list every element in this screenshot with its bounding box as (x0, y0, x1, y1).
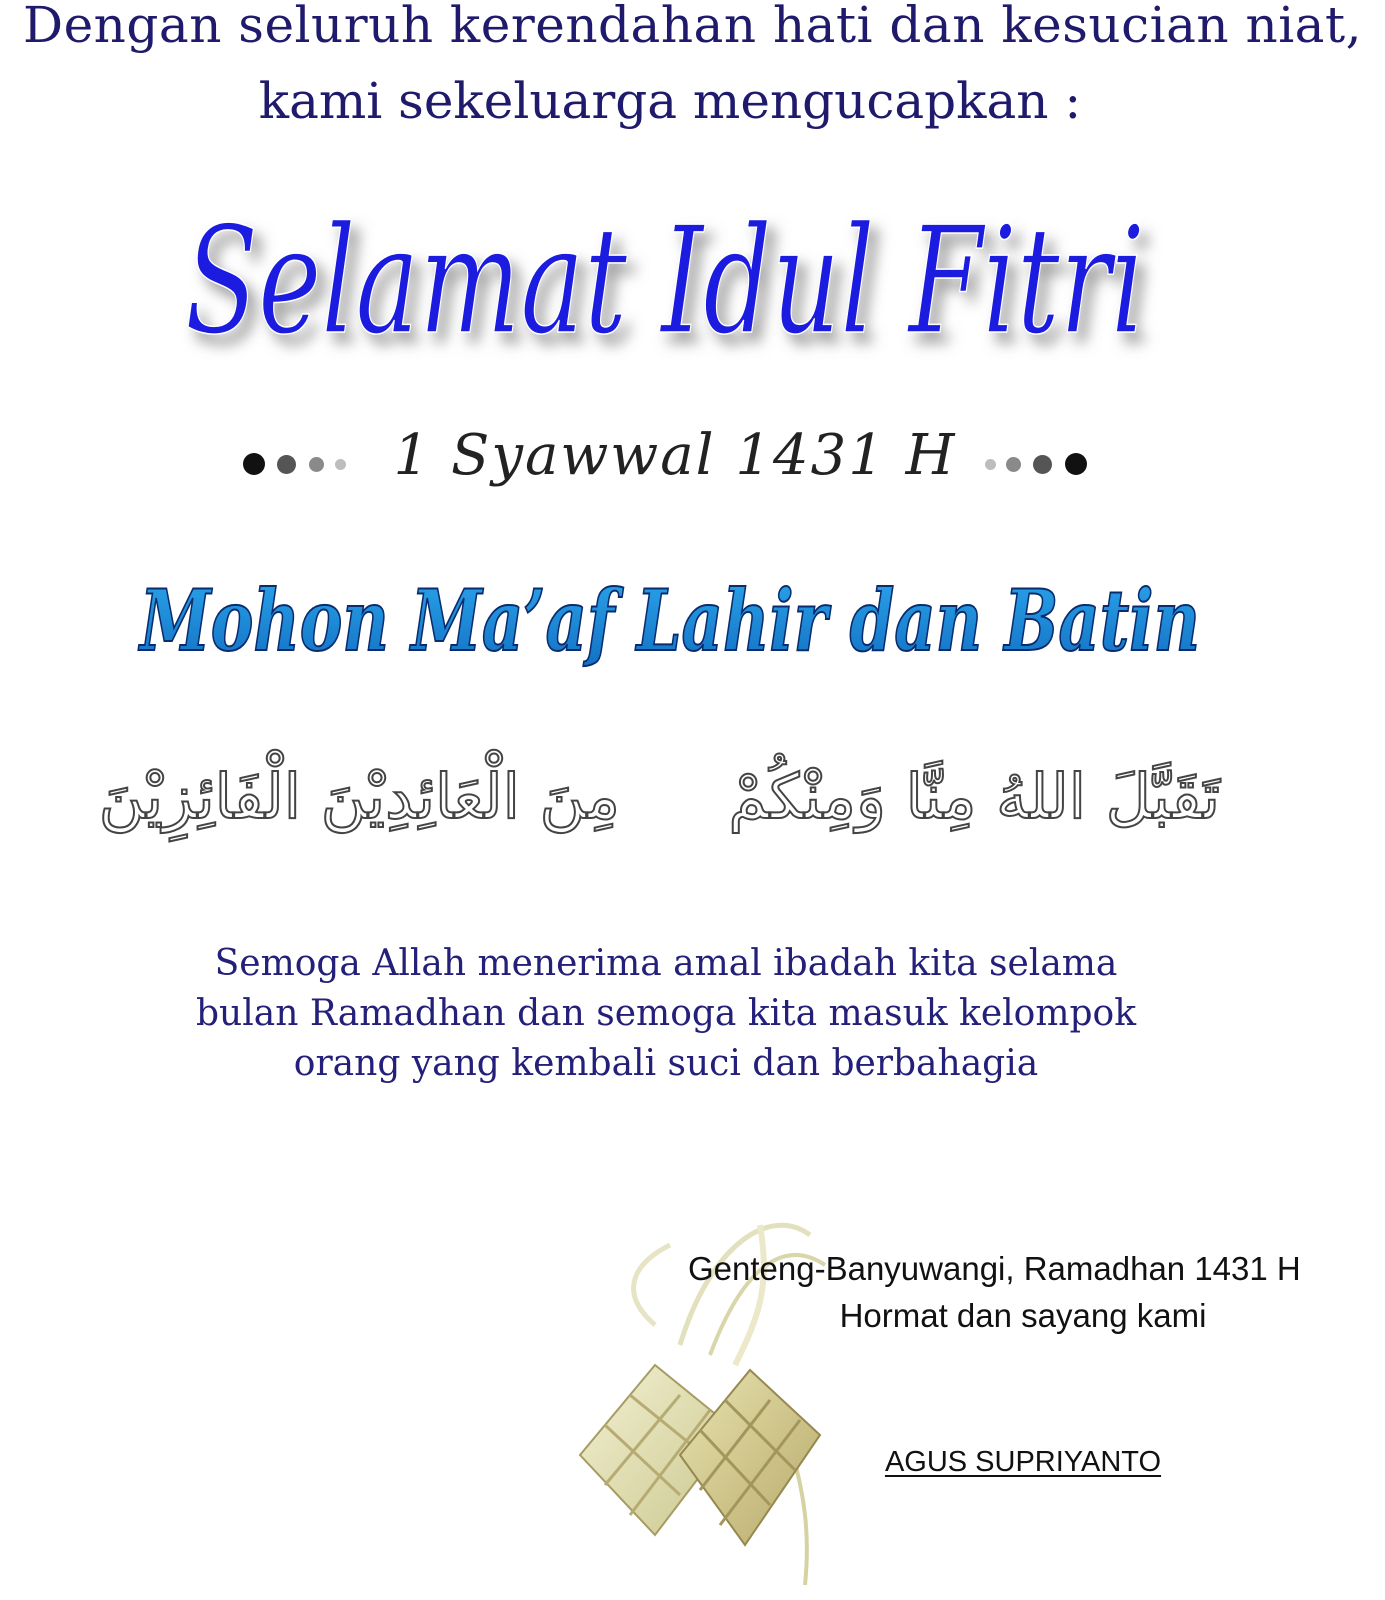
date-row (235, 415, 1115, 515)
signature-regards: Hormat dan sayang kami (839, 1297, 1207, 1334)
dot-right-4 (1065, 453, 1087, 475)
dot-right-1 (985, 459, 996, 470)
subtitle-text: Mohon Ma’af Lahir dan Batin (137, 571, 1201, 670)
dot-left-3 (309, 457, 324, 472)
wish-line-1: Semoga Allah menerima amal ibadah kita selama (214, 943, 1118, 984)
arabic-phrase-left: مِنَ الْعَائِدِيْنَ الْفَائِزِيْنَ (98, 760, 620, 833)
dot-right-2 (1006, 457, 1021, 472)
wish-line-2: bulan Ramadhan dan semoga kita masuk kelompok (195, 993, 1137, 1034)
title-text: Selamat Idul Fitri (185, 195, 1145, 367)
wish-line-3: orang yang kembali suci dan berbahagia (293, 1043, 1039, 1084)
dot-left-4 (335, 459, 346, 470)
hijri-date: 1 Syawwal 1431 H (393, 423, 957, 488)
greeting-intro-line-1: Dengan seluruh kerendahan hati dan kesucian niat, (23, 0, 1362, 54)
signature-place-date: Genteng-Banyuwangi, Ramadhan 1431 H (688, 1250, 1301, 1287)
signature-name (688, 1446, 1358, 1479)
mohon-maaf-subtitle (120, 570, 1220, 690)
dot-left-1 (243, 453, 265, 475)
arabic-phrase-right: تَقَبَّلَ اللهُ مِنَّا وَمِنْكُمْ (728, 760, 1220, 833)
arabic-greeting (100, 720, 1260, 910)
dot-right-3 (1033, 455, 1052, 474)
selamat-idul-fitri-title (160, 170, 1170, 400)
greeting-intro-line-2: kami sekeluarga mengucapkan : (258, 72, 1082, 130)
dot-left-2 (277, 455, 296, 474)
signature-name-text: AGUS SUPRIYANTO (884, 1446, 1162, 1478)
